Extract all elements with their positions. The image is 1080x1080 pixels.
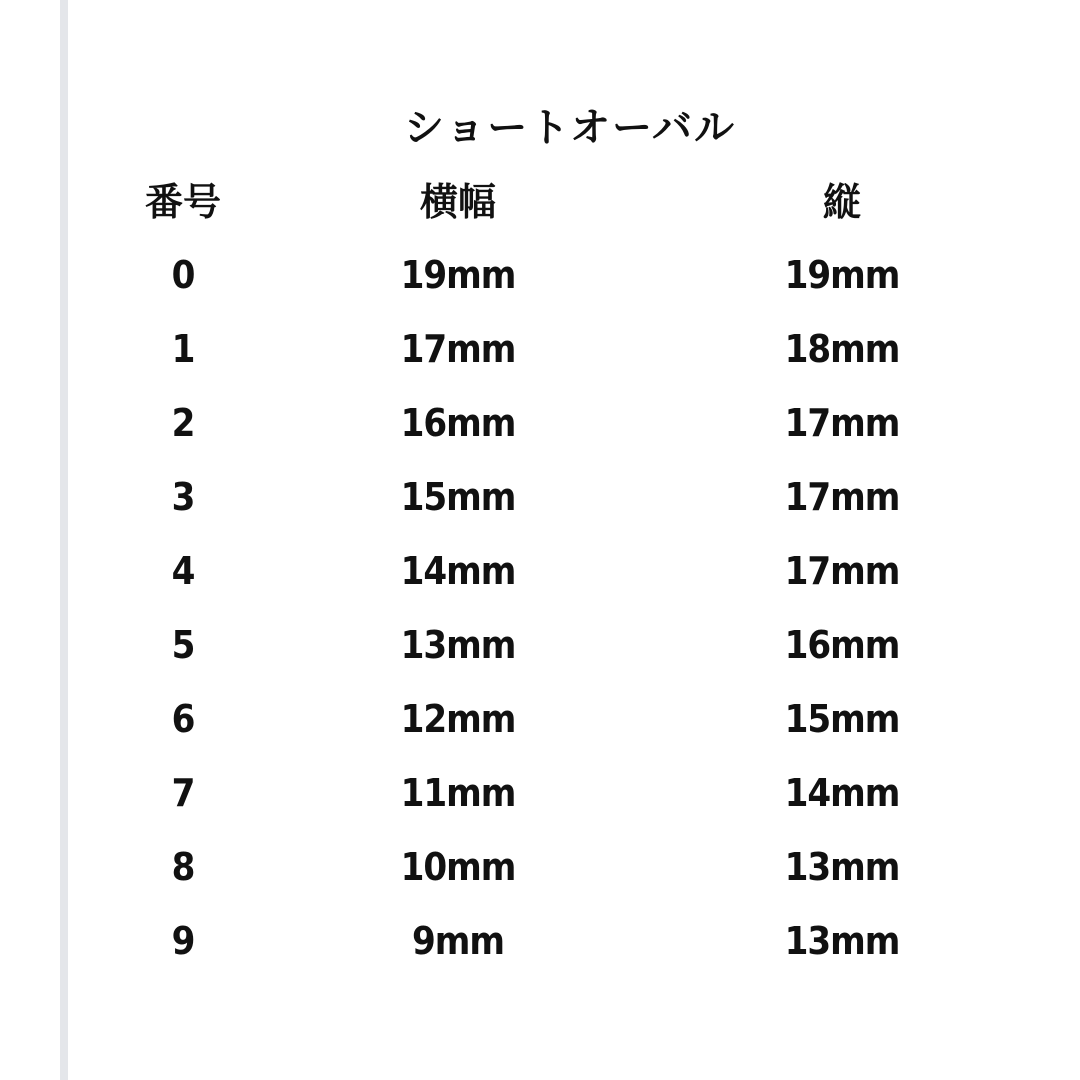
row-number: 0 <box>171 253 195 297</box>
row-height: 17mm <box>784 549 900 593</box>
row-width: 16mm <box>400 401 516 445</box>
row-height: 17mm <box>784 401 900 445</box>
row-height: 14mm <box>784 771 900 815</box>
header-width: 横幅 <box>419 180 497 224</box>
row-number: 7 <box>171 771 195 815</box>
row-width: 10mm <box>400 845 516 889</box>
table-row <box>0 763 1080 823</box>
table-row <box>0 467 1080 527</box>
table-row <box>0 615 1080 675</box>
row-number: 9 <box>171 919 195 963</box>
table-row <box>0 393 1080 453</box>
table-row <box>0 245 1080 305</box>
row-width: 12mm <box>400 697 516 741</box>
row-height: 18mm <box>784 327 900 371</box>
row-width: 19mm <box>400 253 516 297</box>
row-height: 15mm <box>784 697 900 741</box>
chart-title: ショートオーバル <box>404 105 736 151</box>
row-width: 14mm <box>400 549 516 593</box>
table-row <box>0 911 1080 971</box>
row-width: 11mm <box>400 771 516 815</box>
row-number: 3 <box>171 475 195 519</box>
table-row <box>0 837 1080 897</box>
table-row <box>0 319 1080 379</box>
header-number: 番号 <box>144 180 222 224</box>
table-row <box>0 541 1080 601</box>
row-height: 16mm <box>784 623 900 667</box>
row-number: 8 <box>171 845 195 889</box>
row-width: 13mm <box>400 623 516 667</box>
header-height: 縦 <box>822 180 862 224</box>
table-header-row <box>0 172 1080 232</box>
row-height: 13mm <box>784 845 900 889</box>
row-width: 15mm <box>400 475 516 519</box>
row-width: 17mm <box>400 327 516 371</box>
row-height: 19mm <box>784 253 900 297</box>
row-width: 9mm <box>411 919 505 963</box>
row-number: 6 <box>171 697 195 741</box>
row-height: 17mm <box>784 475 900 519</box>
row-height: 13mm <box>784 919 900 963</box>
row-number: 5 <box>171 623 195 667</box>
row-number: 1 <box>171 327 195 371</box>
table-row <box>0 689 1080 749</box>
row-number: 4 <box>171 549 195 593</box>
row-number: 2 <box>171 401 195 445</box>
